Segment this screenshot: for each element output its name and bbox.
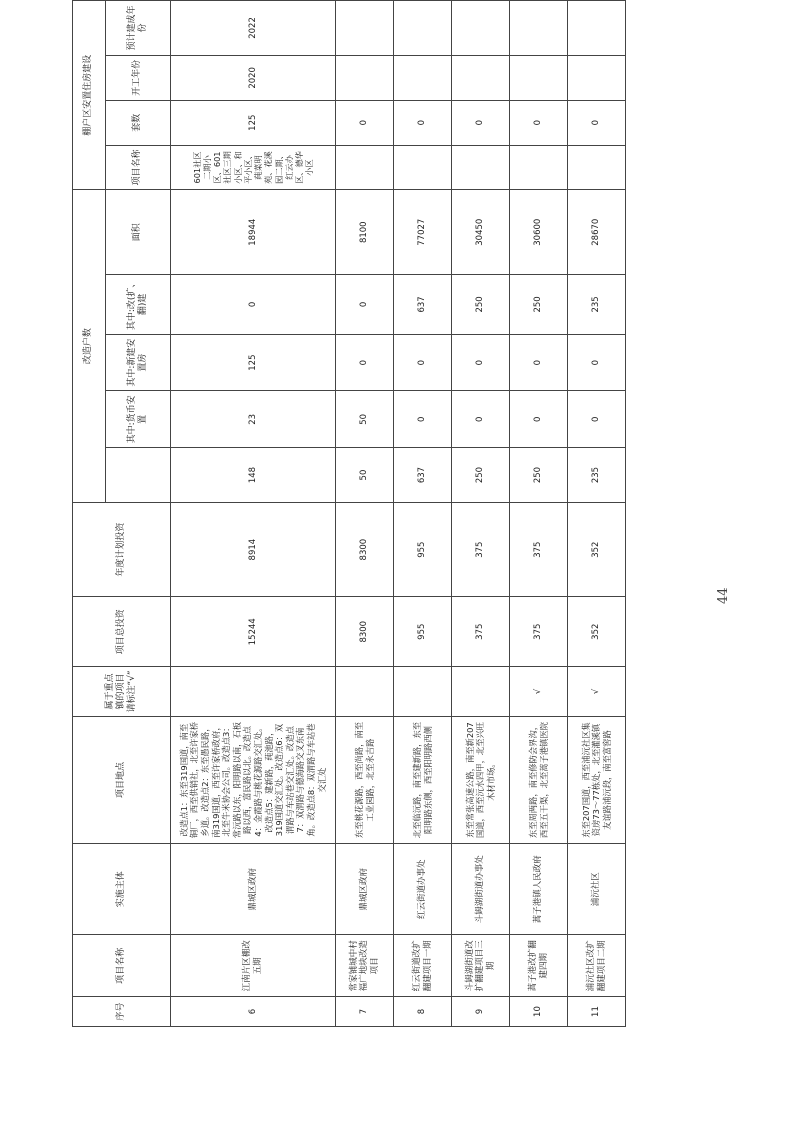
row-new-housing: 0 [568,334,626,391]
row-cash: 0 [568,391,626,448]
row-entity: 蒿子港镇人民政府 [510,844,568,935]
row-key-town [452,667,510,717]
row-annual-investment: 375 [510,502,568,596]
row-area: 30600 [510,190,568,275]
row-new-housing: 0 [394,334,452,391]
table-row [171,1,336,1027]
row-cash: 50 [336,391,394,448]
header-sets: 套数 [106,100,171,145]
row-entity: 浦沅社区 [568,844,626,935]
header-resettlement-name: 项目名称 [106,145,171,190]
row-resettlement-name [394,145,452,190]
row-resettlement-name [336,145,394,190]
page-number: 44 [716,587,731,604]
table-row [394,1,452,1027]
row-start-year [568,55,626,100]
header-rebuild: 其中:改(扩、翻)建 [106,275,171,335]
row-resettlement-name [568,145,626,190]
row-annual-investment: 375 [452,502,510,596]
row-annual-investment: 8914 [171,502,336,596]
row-resettlement-name [452,145,510,190]
row-sets: 0 [568,100,626,145]
row-cash: 0 [394,391,452,448]
row-project-name: 江南片区棚改五期 [171,935,336,997]
table-row [510,1,568,1027]
row-start-year [394,55,452,100]
row-seq: 9 [452,997,510,1027]
row-key-town [171,667,336,717]
header-new-housing: 其中:新建安置房 [106,334,171,391]
row-project-name: 蒿子港改扩翻建四期 [510,935,568,997]
row-entity: 斗姆湖街道办事处 [452,844,510,935]
row-rebuild: 0 [336,275,394,335]
header-project-name: 项目名称 [73,935,171,997]
row-finish-year [568,1,626,56]
row-total-investment: 955 [394,597,452,667]
row-sets: 125 [171,100,336,145]
row-cash: 23 [171,391,336,448]
header-entity: 实施主体 [73,844,171,935]
row-start-year [452,55,510,100]
row-location: 东至207国道，西至浦沅社区集资房73～77栋处，北至灌溪镇友谊路浦沅段，南至富窖路 [568,716,626,843]
header-total-investment: 项目总投资 [73,597,171,667]
row-seq: 11 [568,997,626,1027]
row-rebuild: 250 [452,275,510,335]
row-resettlement-name [510,145,568,190]
row-start-year: 2020 [171,55,336,100]
row-finish-year [452,1,510,56]
row-total-investment: 375 [452,597,510,667]
row-project-name: 红云街道改扩翻建项目一期 [394,935,452,997]
row-new-housing: 0 [510,334,568,391]
header-seq: 序号 [73,997,171,1027]
row-sets: 0 [394,100,452,145]
row-key-town: √ [568,667,626,717]
row-rebuild: 0 [171,275,336,335]
row-seq: 8 [394,997,452,1027]
row-finish-year [394,1,452,56]
row-entity: 鼎城区政府 [336,844,394,935]
row-seq: 10 [510,997,568,1027]
row-project-name: 斗姆湖街道改扩翻建项目三期 [452,935,510,997]
row-new-housing: 0 [452,334,510,391]
row-total-investment: 375 [510,597,568,667]
row-annual-investment: 8300 [336,502,394,596]
row-rebuild: 637 [394,275,452,335]
row-total-investment: 352 [568,597,626,667]
header-households-total [106,448,171,503]
row-households: 50 [336,448,394,503]
row-area: 77027 [394,190,452,275]
row-seq: 7 [336,997,394,1027]
row-area: 18944 [171,190,336,275]
row-resettlement-name: 601社区二期小区、601社区三期小区、和平小区、莼菜明苑、花溪园二期、红云办区、德华小区 [171,145,336,190]
row-finish-year: 2022 [171,1,336,56]
row-total-investment: 15244 [171,597,336,667]
row-new-housing: 0 [336,334,394,391]
row-new-housing: 125 [171,334,336,391]
header-start-year: 开工年份 [106,55,171,100]
header-annual-investment: 年度计划投资 [73,502,171,596]
row-rebuild: 250 [510,275,568,335]
row-rebuild: 235 [568,275,626,335]
row-households: 235 [568,448,626,503]
table-row [336,1,394,1027]
row-start-year [510,55,568,100]
row-start-year [336,55,394,100]
row-project-name: 浦沅社区改扩翻建项目二期 [568,935,626,997]
row-households: 637 [394,448,452,503]
shantytown-renovation-table [72,0,626,1027]
row-sets: 0 [452,100,510,145]
row-cash: 0 [452,391,510,448]
header-households-group: 改造户数 [73,190,106,502]
header-cash-resettlement: 其中:货币安置 [106,391,171,448]
table-row [568,1,626,1027]
row-seq: 6 [171,997,336,1027]
row-households: 250 [452,448,510,503]
row-location: 东至常张高速公路，南至新207国道，西至沅水四甲，北至兴旺木材市场。 [452,716,510,843]
row-location: 改造点1：东至319国道，南至铜厂，西至供销社，北至许家桥乡道。改造点2：东至愚民路，南319国道，西至许家桥政府，北至牛米协会公司。改造点3：常沅路以东，阳明路以南，石板路以西，富民路以北。改造点4：金霞路与桃花源路交汇处。改造点5：建新路，莼池路，319国道交汇处。改造点6：双渭路与车站巷交汇处。改造点7：双渭路与德海路交叉东南角。改造点8：双渭路与车站巷交汇处 [171,716,336,843]
row-sets: 0 [510,100,568,145]
row-total-investment: 8300 [336,597,394,667]
row-entity: 鼎城区政府 [171,844,336,935]
row-location: 北至临沅路，南至建新路，东至阳明路东侧，西至阳明路西侧 [394,716,452,843]
header-finish-year: 预计建成年份 [106,1,171,56]
header-location: 项目地点 [73,716,171,843]
row-area: 28670 [568,190,626,275]
row-location: 东至桃花源路，西至尚路，南至工业园路，北至永吉路 [336,716,394,843]
row-project-name: 常家铺城中村福广地块改造项目 [336,935,394,997]
header-resettlement-group: 棚户区安置住房建设 [73,1,106,190]
header-key-town: 属于重点镇的项目请标注“√” [73,667,171,717]
header-area: 面积 [106,190,171,275]
row-annual-investment: 352 [568,502,626,596]
row-key-town [336,667,394,717]
row-households: 250 [510,448,568,503]
row-annual-investment: 955 [394,502,452,596]
row-finish-year [336,1,394,56]
row-key-town: √ [510,667,568,717]
row-sets: 0 [336,100,394,145]
row-area: 8100 [336,190,394,275]
row-finish-year [510,1,568,56]
row-entity: 红云街道办事处 [394,844,452,935]
row-key-town [394,667,452,717]
row-area: 30450 [452,190,510,275]
row-location: 东至周两路，南至修防会界沟，西至五干渠，北至蒿子港镇医院 [510,716,568,843]
row-cash: 0 [510,391,568,448]
table-row [452,1,510,1027]
row-households: 148 [171,448,336,503]
